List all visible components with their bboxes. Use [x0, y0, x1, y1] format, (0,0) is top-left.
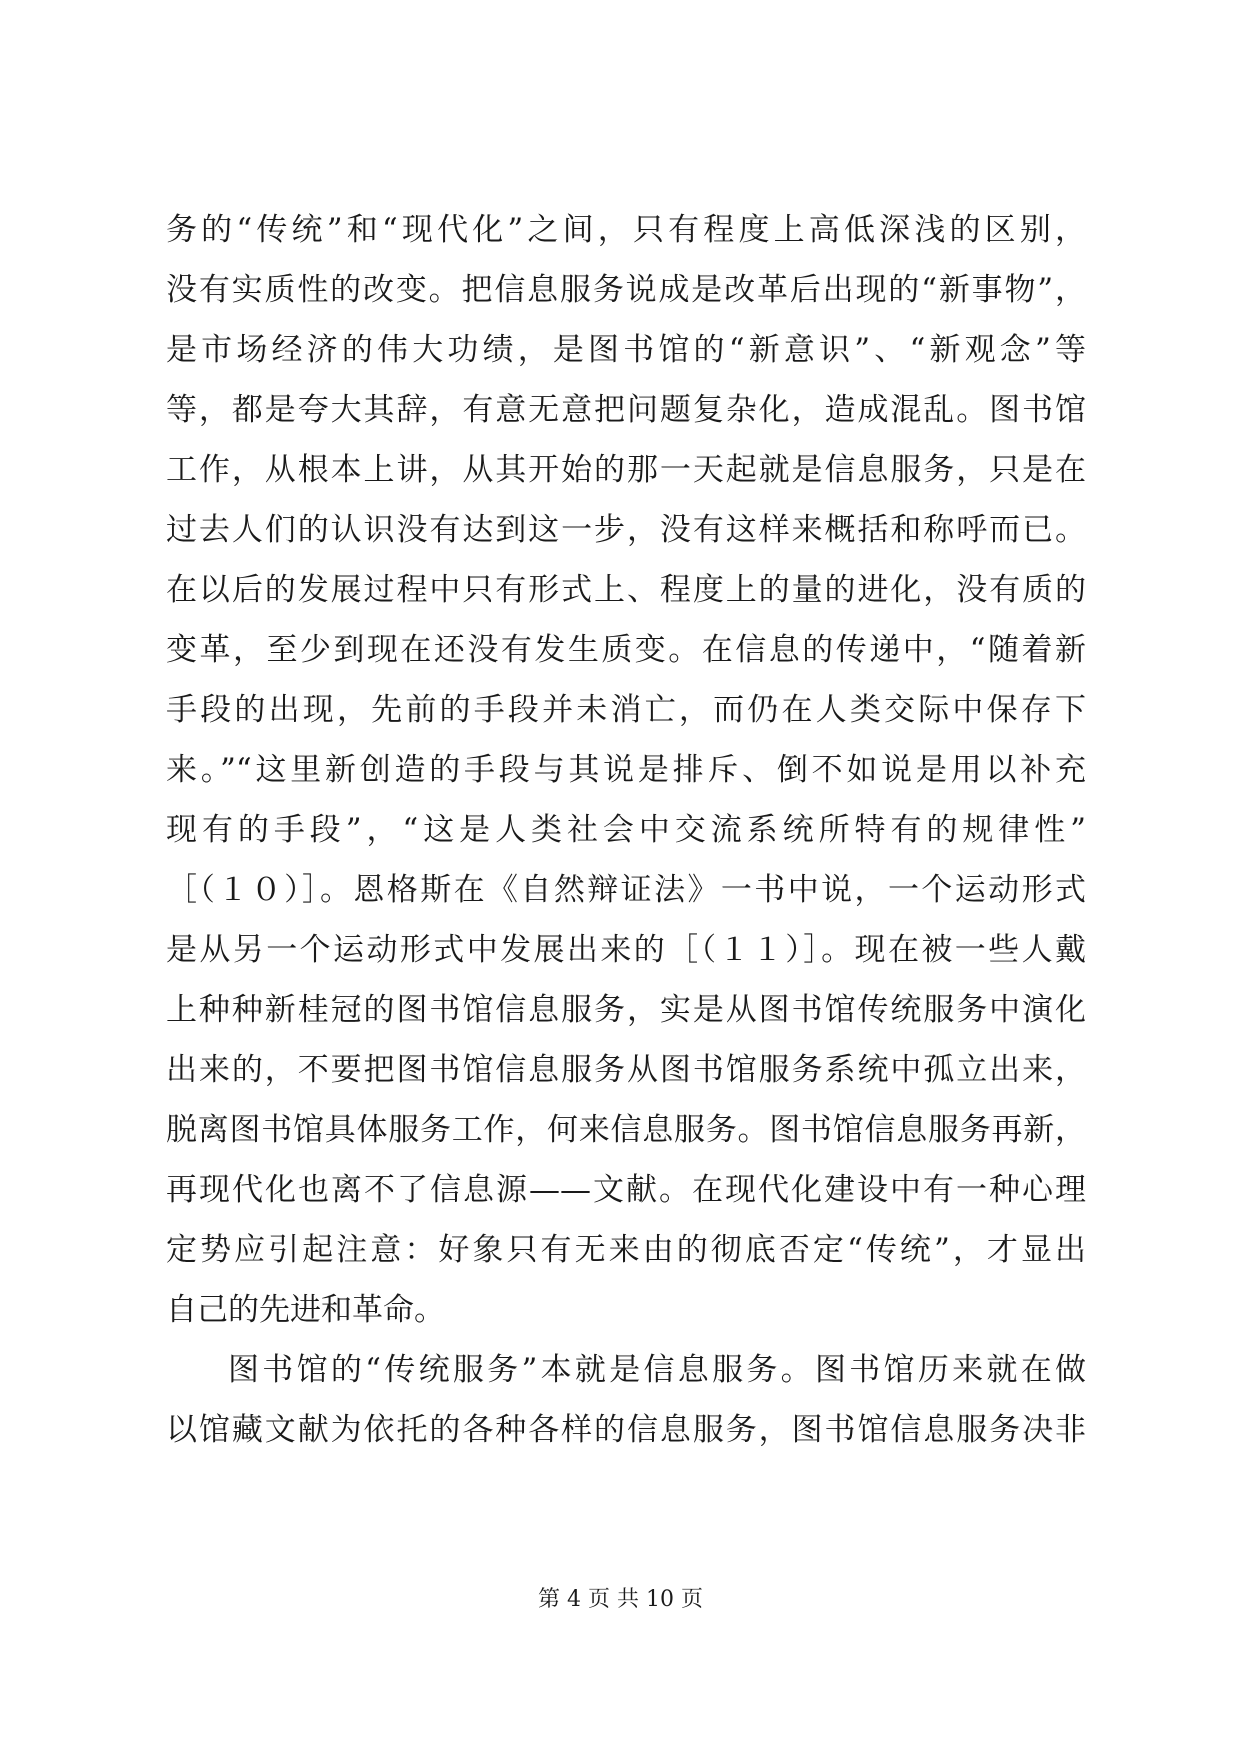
paragraph-2 [166, 1340, 1086, 1460]
text-line: 以馆藏文献为依托的各种各样的信息服务，图书馆信息服务决非 [166, 1412, 1086, 1448]
text-line: 工作，从根本上讲，从其开始的那一天起就是信息服务，只是在 [166, 452, 1086, 488]
text-line: 是从另一个运动形式中发展出来的［（１１）］。现在被一些人戴 [166, 932, 1086, 968]
text-line: 定势应引起注意：好象只有无来由的彻底否定“传统”，才显出 [166, 1232, 1086, 1268]
text-line: 变革，至少到现在还没有发生质变。在信息的传递中，“随着新 [166, 632, 1086, 668]
text-line: 自己的先进和革命。 [166, 1292, 445, 1328]
page-footer [0, 1585, 1241, 1615]
page-number-label: 第 4 页 共 10 页 [538, 1587, 703, 1612]
body-text [166, 200, 1086, 1460]
text-line: 图书馆的“传统服务”本就是信息服务。图书馆历来就在做 [228, 1352, 1086, 1388]
text-line: 手段的出现，先前的手段并未消亡，而仍在人类交际中保存下 [166, 692, 1086, 728]
text-line: 现有的手段”，“这是人类社会中交流系统所特有的规律性” [166, 812, 1086, 848]
text-line: ［（１０）］。恩格斯在《自然辩证法》一书中说，一个运动形式 [166, 872, 1086, 908]
text-line: 再现代化也离不了信息源——文献。在现代化建设中有一种心理 [166, 1172, 1086, 1208]
text-line: 等，都是夸大其辞，有意无意把问题复杂化，造成混乱。图书馆 [166, 392, 1086, 428]
text-line: 出来的，不要把图书馆信息服务从图书馆服务系统中孤立出来， [166, 1052, 1086, 1088]
text-line: 务的“传统”和“现代化”之间，只有程度上高低深浅的区别， [166, 212, 1086, 248]
text-line: 在以后的发展过程中只有形式上、程度上的量的进化，没有质的 [166, 572, 1086, 608]
text-line: 脱离图书馆具体服务工作，何来信息服务。图书馆信息服务再新， [166, 1112, 1086, 1148]
text-line: 来。”“这里新创造的手段与其说是排斥、倒不如说是用以补充 [166, 752, 1086, 788]
text-line: 是市场经济的伟大功绩，是图书馆的“新意识”、“新观念”等 [166, 332, 1086, 368]
paragraph-1 [166, 200, 1086, 1340]
text-line: 上种种新桂冠的图书馆信息服务，实是从图书馆传统服务中演化 [166, 992, 1086, 1028]
text-line: 过去人们的认识没有达到这一步，没有这样来概括和称呼而已。 [166, 512, 1086, 548]
text-line: 没有实质性的改变。把信息服务说成是改革后出现的“新事物”， [166, 272, 1086, 308]
